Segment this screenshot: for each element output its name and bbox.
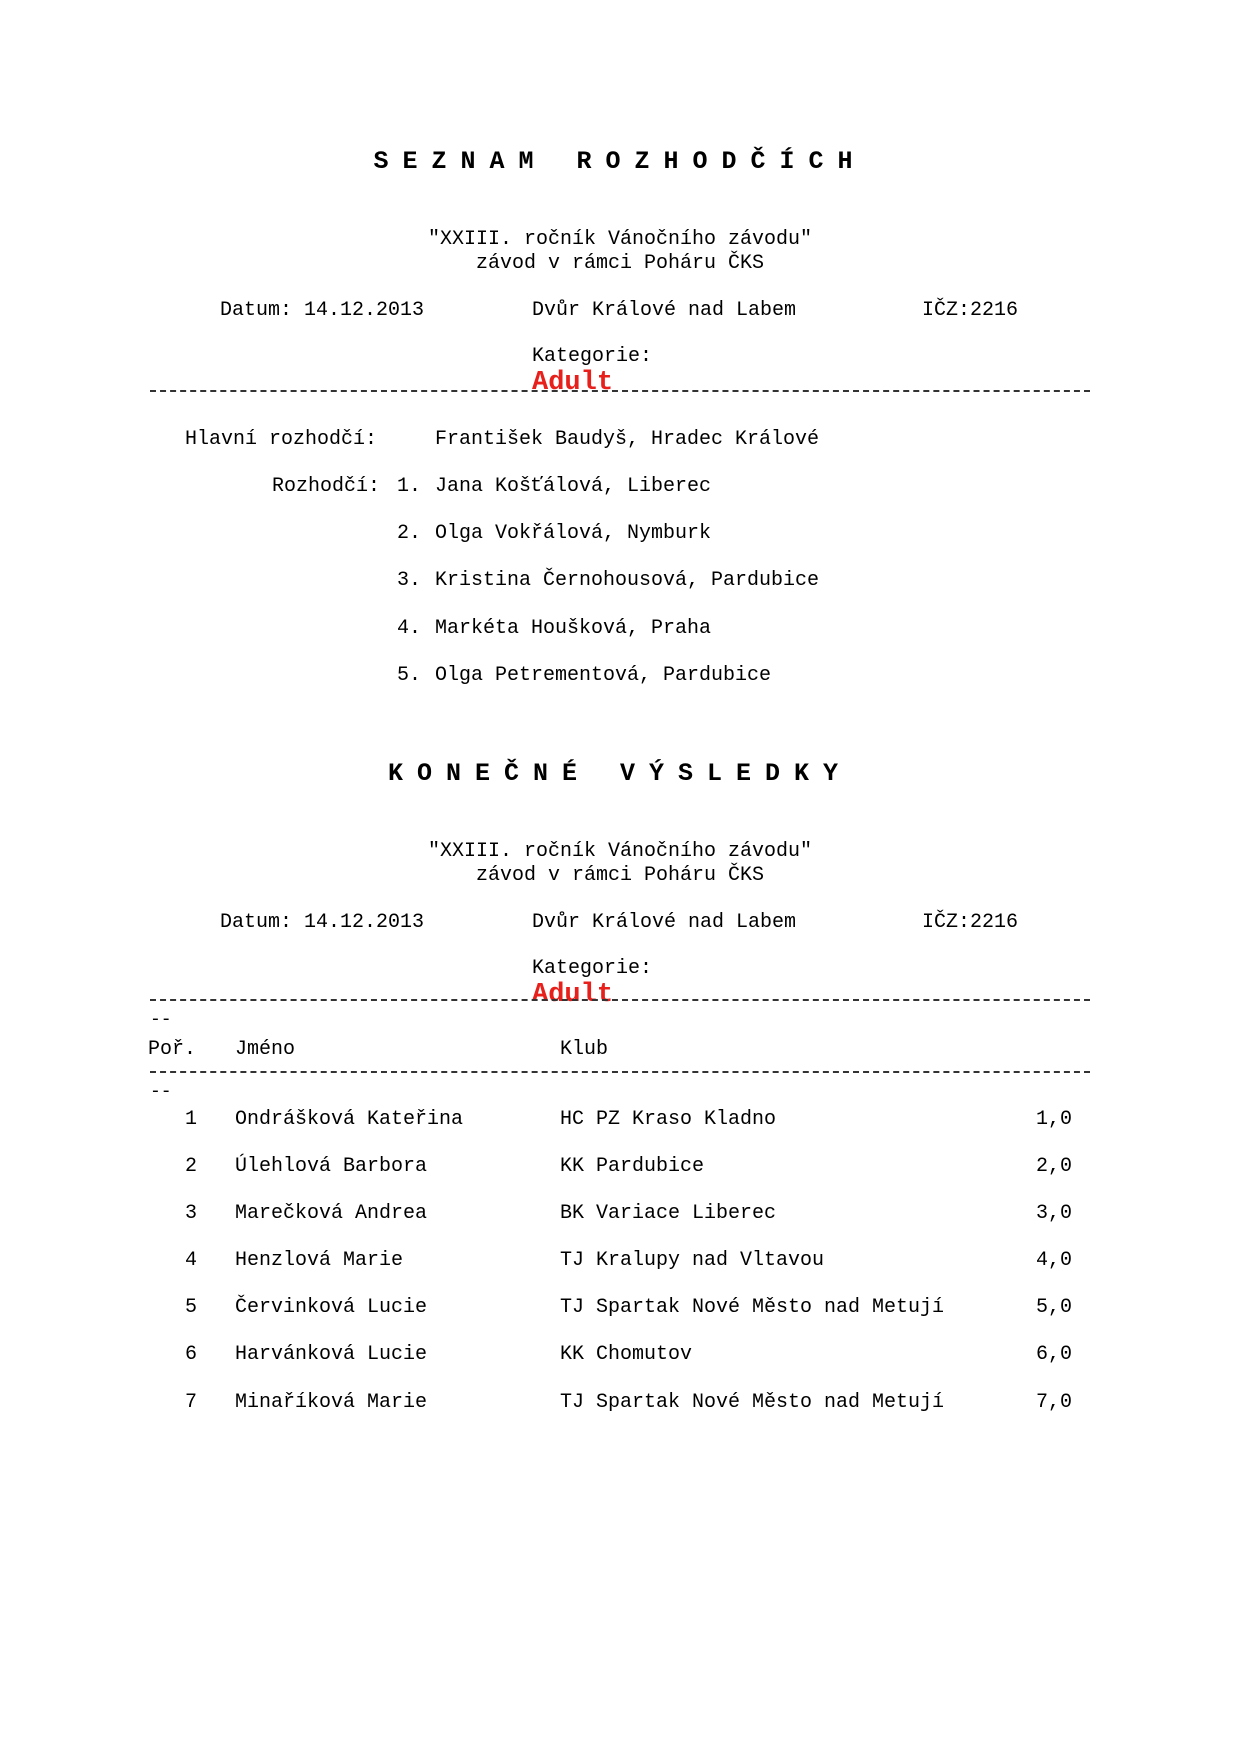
table-row <box>0 1108 1240 1134</box>
judge-name: Markéta Houšková, Praha <box>435 617 712 640</box>
row-name: Červinková Lucie <box>235 1296 428 1319</box>
category-value: Adult <box>532 980 614 1010</box>
judge-name: Jana Košťálová, Liberec <box>435 475 712 498</box>
header-club: Klub <box>560 1038 609 1061</box>
event-place: Dvůr Králové nad Labem <box>532 299 797 322</box>
row-name: Marečková Andrea <box>235 1202 428 1225</box>
row-rank: 2 <box>185 1155 198 1178</box>
judge-name: Kristina Černohousová, Pardubice <box>435 569 820 592</box>
event-date: Datum: 14.12.2013 <box>220 911 425 934</box>
row-name: Henzlová Marie <box>235 1249 404 1272</box>
category-value: Adult <box>532 368 614 398</box>
event-subtitle: závod v rámci Poháru ČKS <box>475 252 765 275</box>
judges-label: Rozhodčí: <box>272 475 381 498</box>
row-club: TJ Kralupy nad Vltavou <box>560 1249 825 1272</box>
header-name: Jméno <box>235 1038 296 1061</box>
table-row <box>0 1202 1240 1228</box>
event-icz: IČZ:2216 <box>922 299 1019 322</box>
event-subtitle: závod v rámci Poháru ČKS <box>475 864 765 887</box>
row-name: Minaříková Marie <box>235 1391 428 1414</box>
judge-number: 4. <box>397 617 422 640</box>
row-score: 2,0 <box>1036 1155 1073 1178</box>
judge-name: Olga Petrementová, Pardubice <box>435 664 772 687</box>
separator-line <box>150 1071 1090 1073</box>
row-score: 4,0 <box>1036 1249 1073 1272</box>
judge-number: 3. <box>397 569 422 592</box>
row-rank: 4 <box>185 1249 198 1272</box>
category-label: Kategorie: <box>532 345 653 368</box>
row-score: 6,0 <box>1036 1343 1073 1366</box>
table-row <box>0 1391 1240 1417</box>
table-row <box>0 1249 1240 1275</box>
row-rank: 6 <box>185 1343 198 1366</box>
table-row <box>0 1296 1240 1322</box>
row-name: Úlehlová Barbora <box>235 1155 428 1178</box>
event-place: Dvůr Králové nad Labem <box>532 911 797 934</box>
event-icz: IČZ:2216 <box>922 911 1019 934</box>
row-score: 7,0 <box>1036 1391 1073 1414</box>
separator-line <box>150 999 1090 1001</box>
separator-tail: -- <box>150 1010 172 1030</box>
row-club: KK Pardubice <box>560 1155 705 1178</box>
table-row <box>0 1343 1240 1369</box>
row-rank: 7 <box>185 1391 198 1414</box>
row-score: 3,0 <box>1036 1202 1073 1225</box>
event-name: "XXIII. ročník Vánočního závodu" <box>427 840 813 863</box>
results-title: KONEČNÉ VÝSLEDKY <box>387 759 853 788</box>
row-club: TJ Spartak Nové Město nad Metují <box>560 1391 945 1414</box>
judge-number: 5. <box>397 664 422 687</box>
head-referee-name: František Baudyš, Hradec Králové <box>435 428 820 451</box>
row-rank: 1 <box>185 1108 198 1131</box>
row-name: Ondrášková Kateřina <box>235 1108 464 1131</box>
row-name: Harvánková Lucie <box>235 1343 428 1366</box>
row-club: BK Variace Liberec <box>560 1202 777 1225</box>
row-club: TJ Spartak Nové Město nad Metují <box>560 1296 945 1319</box>
separator-tail: -- <box>150 1082 172 1102</box>
row-score: 5,0 <box>1036 1296 1073 1319</box>
row-rank: 3 <box>185 1202 198 1225</box>
row-club: KK Chomutov <box>560 1343 693 1366</box>
row-score: 1,0 <box>1036 1108 1073 1131</box>
table-header <box>0 1038 1240 1064</box>
referees-title: SEZNAM ROZHODČÍCH <box>373 147 867 176</box>
judge-number: 1. <box>397 475 422 498</box>
table-row <box>0 1155 1240 1181</box>
row-club: HC PZ Kraso Kladno <box>560 1108 777 1131</box>
row-rank: 5 <box>185 1296 198 1319</box>
category-label: Kategorie: <box>532 957 653 980</box>
event-name: "XXIII. ročník Vánočního závodu" <box>427 228 813 251</box>
separator-line <box>150 390 1090 392</box>
judge-name: Olga Vokřálová, Nymburk <box>435 522 712 545</box>
judge-number: 2. <box>397 522 422 545</box>
head-referee-label: Hlavní rozhodčí: <box>185 428 378 451</box>
category-row <box>508 322 652 398</box>
header-rank: Poř. <box>148 1038 197 1061</box>
event-date: Datum: 14.12.2013 <box>220 299 425 322</box>
